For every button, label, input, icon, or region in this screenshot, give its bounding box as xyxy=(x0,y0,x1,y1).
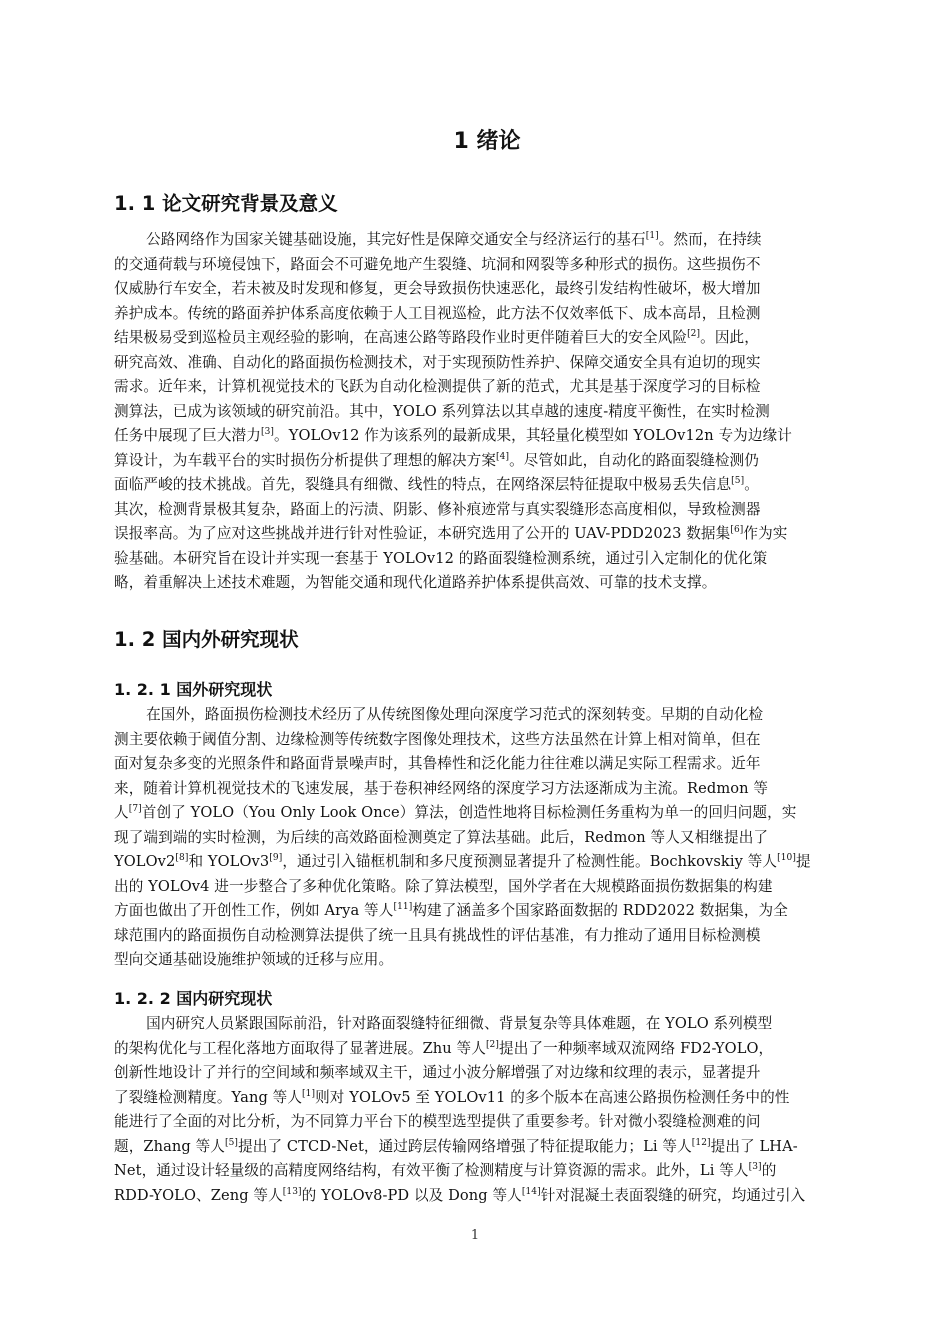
text-line: 略，着重解决上述技术难题，为智能交通和现代化道路养护体系提供高效、可靠的技术支撑。 xyxy=(114,574,717,591)
text-line: 题，Zhang 等人[5]提出了 CTCD-Net，通过跨层传输网络增强了特征提取能力；Li 等人[12]提出了 LHA- xyxy=(114,1137,798,1155)
text-line: 现了端到端的实时检测，为后续的高效路面检测奠定了算法基础。此后，Redmon 等人又相继提出了 xyxy=(114,828,769,846)
text-line: 出的 YOLOv4 进一步整合了多种优化策略。除了算法模型，国外学者在大规模路面损伤数据集的构建 xyxy=(114,877,773,895)
page-number: 1 xyxy=(470,1228,480,1243)
text-line: 公路网络作为国家关键基础设施，其完好性是保障交通安全与经济运行的基石[1]。然而，在持续 xyxy=(146,231,762,248)
text-line: 在国外，路面损伤检测技术经历了从传统图像处理向深度学习范式的深刻转变。早期的自动化检 xyxy=(146,706,764,723)
paragraph-foreign-research xyxy=(114,703,860,973)
text-line: Net，通过设计轻量级的高精度网络结构，有效平衡了检测精度与计算资源的需求。此外，Li 等人[3]的 xyxy=(114,1162,777,1179)
text-line: 国内研究人员紧跟国际前沿，针对路面裂缝特征细微、背景复杂等具体难题，在 YOLO 系列模型 xyxy=(146,1015,773,1032)
text-line: YOLOv2[8]和 YOLOv3[9]，通过引入锚框机制和多尺度预测显著提升了检测性能。Bochkovskiy 等人[10]提 xyxy=(114,853,811,870)
text-line: 型向交通基础设施维护领域的迁移与应用。 xyxy=(114,951,394,968)
subsection-heading-1-2-2: 1. 2. 2 国内研究现状 xyxy=(114,989,273,1008)
text-line: 误报率高。为了应对这些挑战并进行针对性验证，本研究选用了公开的 UAV-PDD2023 数据集[6]作为实 xyxy=(114,525,788,542)
text-line: 结果极易受到巡检员主观经验的影响，在高速公路等路段作业时更伴随着巨大的安全风险[2]。因此， xyxy=(114,329,759,346)
text-line: 创新性地设计了并行的空间域和频率域双主干，通过小波分解增强了对边缘和纹理的表示，显著提升 xyxy=(114,1064,761,1081)
text-line: 了裂缝检测精度。Yang 等人[1]则对 YOLOv5 至 YOLOv11 的多个版本在高速公路损伤检测任务中的性 xyxy=(114,1088,790,1106)
paragraph-domestic-research xyxy=(114,1012,860,1208)
text-line: 方面也做出了开创性工作，例如 Arya 等人[11]构建了涵盖多个国家路面数据的 RDD2022 数据集，为全 xyxy=(114,902,788,919)
text-line: 来，随着计算机视觉技术的飞速发展，基于卷积神经网络的深度学习方法逐渐成为主流。Redmon 等 xyxy=(114,779,769,797)
text-line: 其次，检测背景极其复杂，路面上的污渍、阴影、修补痕迹常与真实裂缝形态高度相似，导致检测器 xyxy=(114,500,761,518)
paragraph-background xyxy=(114,228,860,596)
chapter-title: 1 绪论 xyxy=(453,129,521,154)
text-line: 需求。近年来，计算机视觉技术的飞跃为自动化检测提供了新的范式，尤其是基于深度学习的目标检 xyxy=(114,378,761,395)
text-line: 仅威胁行车安全，若未被及时发现和修复，更会导致损伤快速恶化，最终引发结构性破坏，极大增加 xyxy=(114,280,761,297)
section-heading-1-2: 1. 2 国内外研究现状 xyxy=(114,628,299,651)
subsection-heading-1-2-1: 1. 2. 1 国外研究现状 xyxy=(114,680,273,699)
text-line: 面临严峻的技术挑战。首先，裂缝具有细微、线性的特点，在网络深层特征提取中极易丢失信息[5]。 xyxy=(114,476,759,493)
text-line: 的交通荷载与环境侵蚀下，路面会不可避免地产生裂缝、坑洞和网裂等多种形式的损伤。这些损伤不 xyxy=(114,255,761,273)
text-line: 验基础。本研究旨在设计并实现一套基于 YOLOv12 的路面裂缝检测系统，通过引入定制化的优化策 xyxy=(114,549,768,567)
text-line: 研究高效、准确、自动化的路面损伤检测技术，对于实现预防性养护、保障交通安全具有迫切的现实 xyxy=(114,353,761,371)
text-line: 面对复杂多变的光照条件和路面背景噪声时，其鲁棒性和泛化能力往往难以满足实际工程需求。近年 xyxy=(114,755,761,772)
text-line: 养护成本。传统的路面养护体系高度依赖于人工目视巡检，此方法不仅效率低下、成本高昂，且检测 xyxy=(114,304,761,322)
text-line: 算设计，为车载平台的实时损伤分析提供了理想的解决方案[4]。尽管如此，自动化的路面裂缝检测仍 xyxy=(114,451,759,469)
text-line: 任务中展现了巨大潜力[3]。YOLOv12 作为该系列的最新成果，其轻量化模型如 YOLOv12n 专为边缘计 xyxy=(114,427,792,444)
text-line: 球范围内的路面损伤自动检测算法提供了统一且具有挑战性的评估基准，有力推动了通用目标检测模 xyxy=(114,926,761,944)
text-line: 的架构优化与工程化落地方面取得了显著进展。Zhu 等人[2]提出了一种频率域双流网络 FD2-YOLO， xyxy=(114,1039,774,1057)
text-line: 人[7]首创了 YOLO（You Only Look Once）算法，创造性地将目标检测任务重构为单一的回归问题，实 xyxy=(114,804,797,821)
section-heading-1-1: 1. 1 论文研究背景及意义 xyxy=(114,192,338,215)
text-line: 测主要依赖于阈值分割、边缘检测等传统数字图像处理技术，这些方法虽然在计算上相对简单，但在 xyxy=(114,730,761,748)
text-line: RDD-YOLO、Zeng 等人[13]的 YOLOv8-PD 以及 Dong 等人[14]针对混凝土表面裂缝的研究，均通过引入 xyxy=(114,1186,806,1204)
text-line: 能进行了全面的对比分析，为不同算力平台下的模型选型提供了重要参考。针对微小裂缝检测难的问 xyxy=(114,1113,761,1130)
text-line: 测算法，已成为该领域的研究前沿。其中，YOLO 系列算法以其卓越的速度-精度平衡性，在实时检测 xyxy=(114,402,770,420)
